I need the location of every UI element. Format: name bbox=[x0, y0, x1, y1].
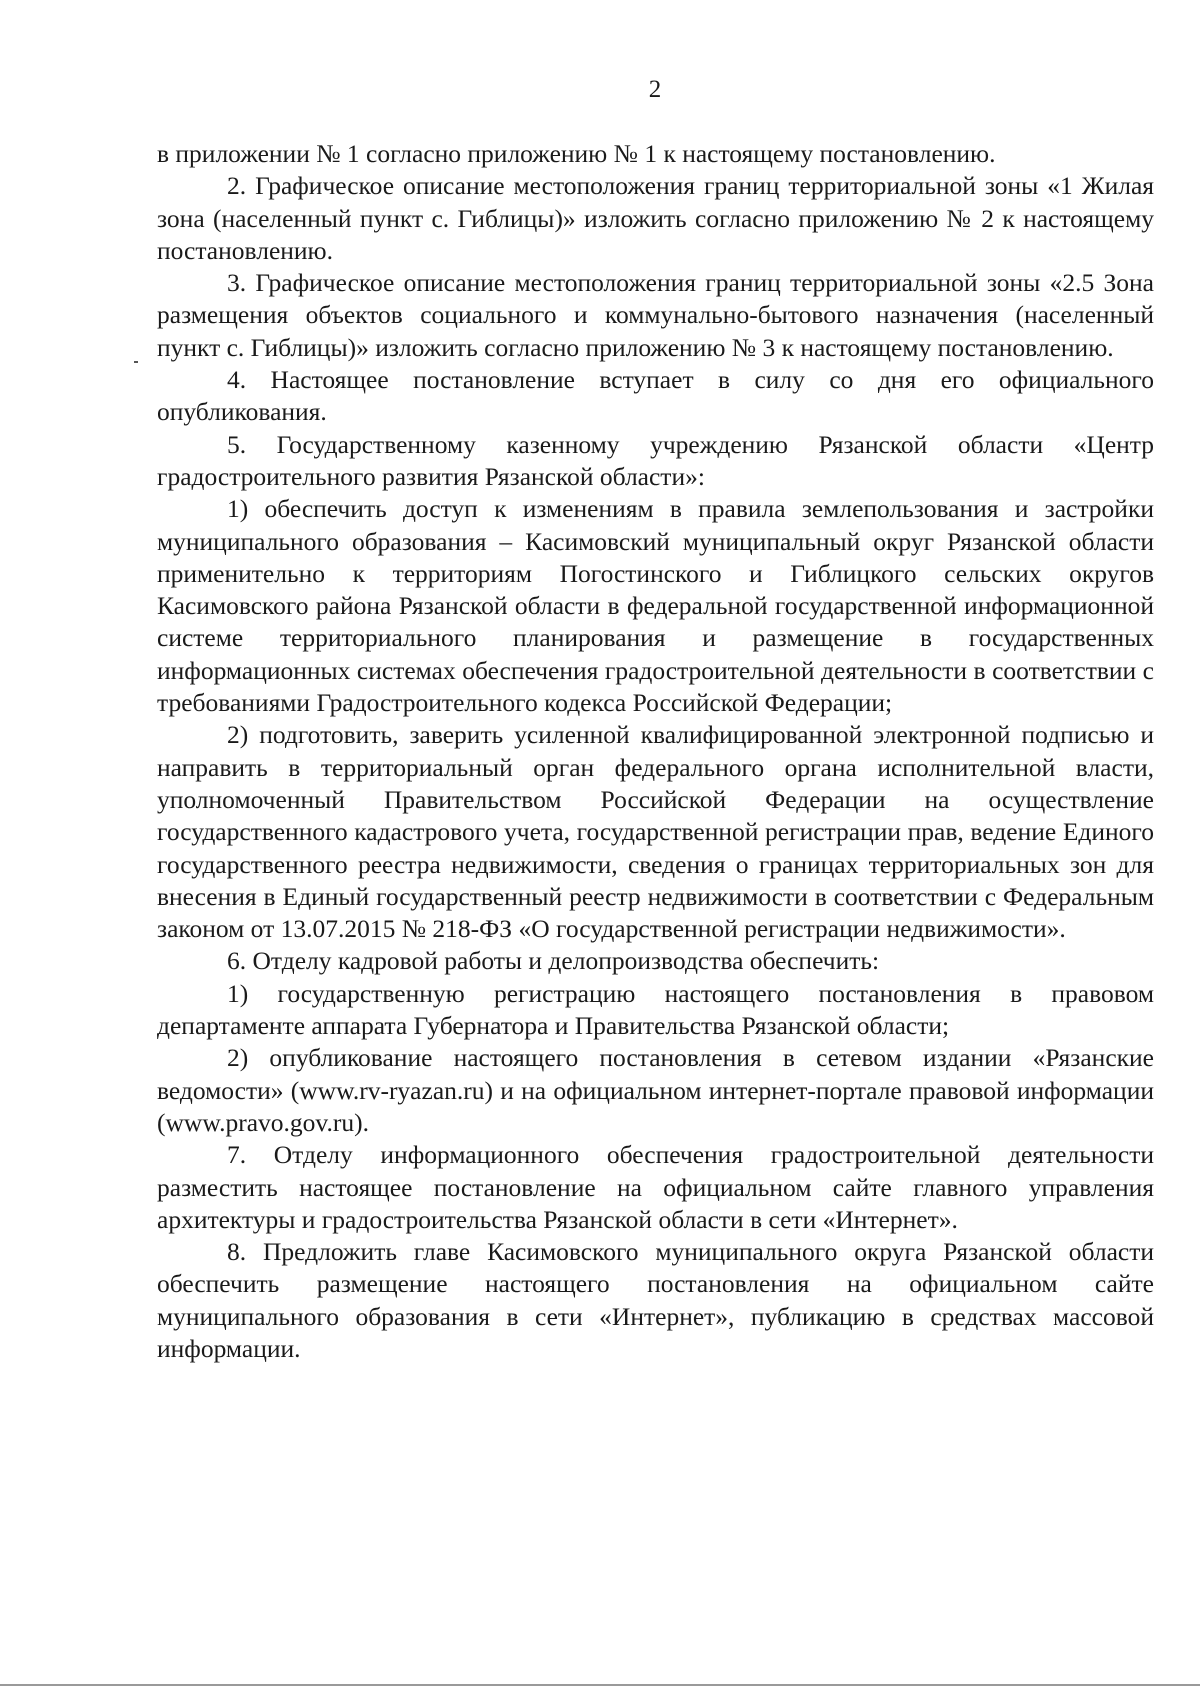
paragraph-item-8: 8. Предложить главе Касимовского муниципального округа Рязанской области обеспечить размещение настоящего постановления на официальном сайте муниципального образования в сети «Интернет», публикацию в средствах массовой информации. bbox=[157, 1237, 1154, 1363]
paragraph-item-5-sub-2: 2) подготовить, заверить усиленной квалифицированной электронной подписью и направить в территориальный орган федерального органа исполнительной власти, уполномоченный Правительством Российской Федерации на осуществление государственного кадастрового учета, государственной регистрации прав, ведение Единого государственного реестра недвижимости, сведения о границах территориальных зон для внесения в Единый государственный реестр недвижимости в соответствии с Федеральным законом от 13.07.2015 № 218-ФЗ «О государственной регистрации недвижимости». bbox=[157, 720, 1154, 944]
scan-artifact bbox=[134, 361, 138, 363]
paragraph-item-3: 3. Графическое описание местоположения границ территориальной зоны «2.5 Зона размещения объектов социального и коммунально-бытового назначения (населенный пункт с. Гиблицы)» изложить согласно приложению № 3 к настоящему постановлению. bbox=[157, 268, 1154, 362]
document-body bbox=[157, 138, 1154, 1365]
paragraph-item-6-sub-1: 1) государственную регистрацию настоящего постановления в правовом департаменте аппарата Губернатора и Правительства Рязанской области; bbox=[157, 978, 1154, 1041]
paragraph-continuation: в приложении № 1 согласно приложению № 1 к настоящему постановлению. bbox=[157, 139, 996, 168]
page-number: 2 bbox=[648, 76, 662, 103]
paragraph-item-2: 2. Графическое описание местоположения границ территориальной зоны «1 Жилая зона (населенный пункт с. Гиблицы)» изложить согласно приложению № 2 к настоящему постановлению. bbox=[157, 171, 1154, 265]
paragraph-item-5-sub-1: 1) обеспечить доступ к изменениям в правила землепользования и застройки муниципального образования – Касимовский муниципальный округ Рязанской области применительно к территориям Погостинского и Гиблицкого сельских округов Касимовского района Рязанской области в федеральной государственной информационной системе территориального планирования и размещение в государственных информационных системах обеспечения градостроительной деятельности в соответствии с требованиями Градостроительного кодекса Российской Федерации; bbox=[157, 494, 1154, 718]
paragraph-item-5: 5. Государственному казенному учреждению Рязанской области «Центр градостроительного развития Рязанской области»: bbox=[157, 429, 1154, 491]
paragraph-item-6-sub-2: 2) опубликование настоящего постановления в сетевом издании «Рязанские ведомости» (www.rv-ryazan.ru) и на официальном интернет-портале правовой информации (www.pravo.gov.ru). bbox=[157, 1043, 1154, 1137]
paragraph-item-6: 6. Отделу кадровой работы и делопроизводства обеспечить: bbox=[227, 946, 880, 976]
paragraph-item-4: 4. Настоящее постановление вступает в силу со дня его официального опубликования. bbox=[157, 365, 1154, 427]
paragraph-item-7: 7. Отделу информационного обеспечения градостроительной деятельности разместить настоящее постановление на официальном сайте главного управления архитектуры и градостроительства Рязанской области в сети «Интернет». bbox=[157, 1140, 1154, 1234]
scan-bottom-edge bbox=[0, 1684, 1200, 1686]
